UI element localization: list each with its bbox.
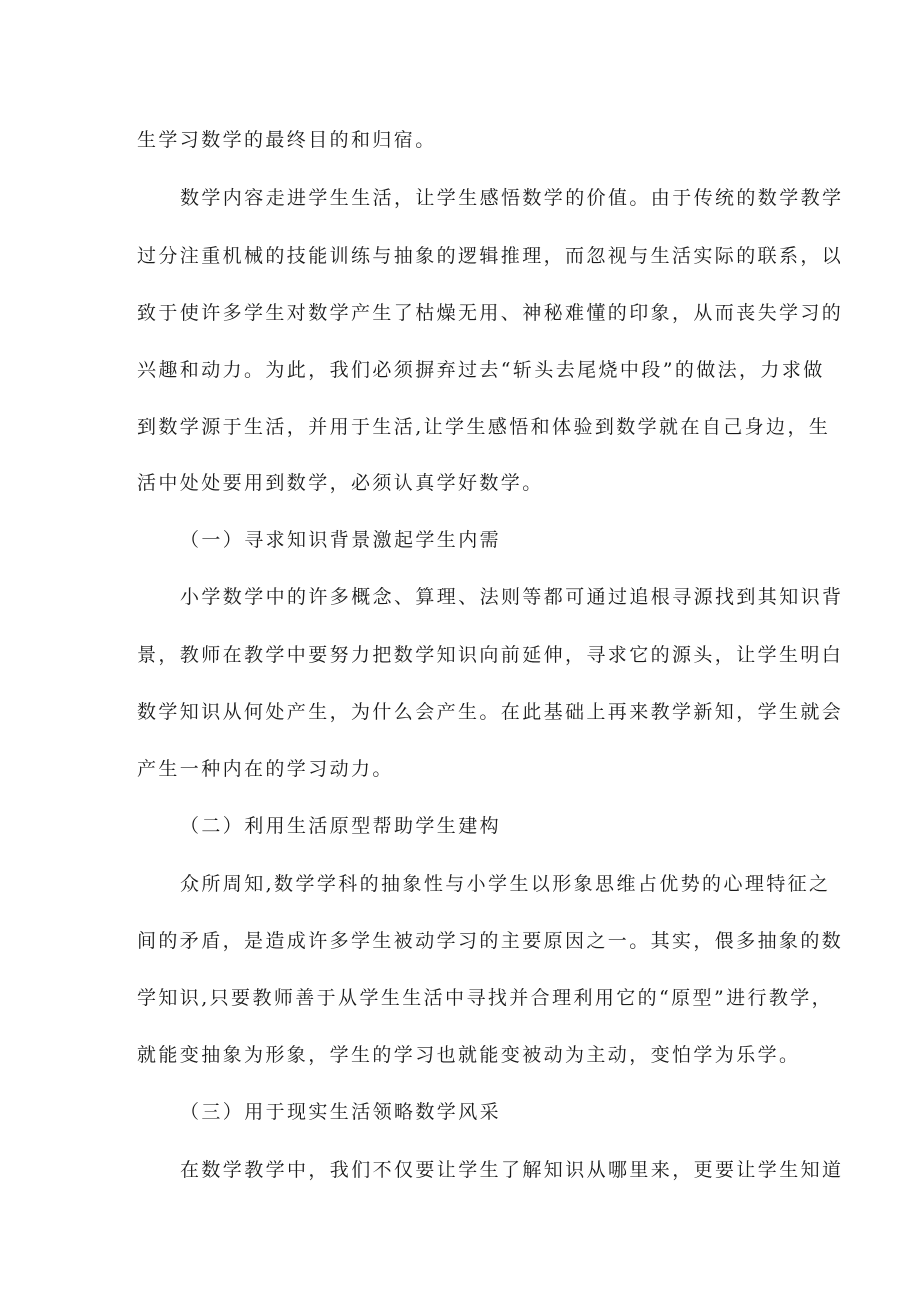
text-line: 间的矛盾，是造成许多学生被动学习的主要原因之一。其实，偎多抽象的数 xyxy=(137,930,844,952)
text-line: 致于使许多学生对数学产生了枯燥无用、神秘难懂的印象，从而丧失学习的 xyxy=(137,302,844,324)
text-line: 景，教师在教学中要努力把数学知识向前延伸，寻求它的源头，让学生明白 xyxy=(137,644,844,666)
text-line: 过分注重机械的技能训练与抽象的逻辑推理，而忽视与生活实际的联系，以 xyxy=(137,245,844,267)
text-line: 活中处处要用到数学，必须认真学好数学。 xyxy=(137,472,544,494)
paragraph-start: 众所周知,数学学科的抽象性与小学生以形象思维占优势的心理特征之 xyxy=(180,873,831,895)
text-line: 学知识,只要教师善于从学生生活中寻找并合理利用它的“原型”进行教学， xyxy=(137,987,834,1009)
section-heading-3: （三）用于现实生活领略数学风采 xyxy=(180,1101,502,1123)
text-line: 生学习数学的最终目的和归宿。 xyxy=(137,129,437,151)
paragraph-start: 小学数学中的许多概念、算理、法则等都可通过追根寻源找到其知识背 xyxy=(180,586,844,608)
text-line: 就能变抽象为形象，学生的学习也就能变被动为主动，变怕学为乐学。 xyxy=(137,1044,801,1066)
text-line: 数学知识从何处产生，为什么会产生。在此基础上再来教学新知，学生就会 xyxy=(137,701,844,723)
section-heading-2: （二）利用生活原型帮助学生建构 xyxy=(180,815,502,837)
text-line: 兴趣和动力。为此，我们必须摒弃过去“斩头去尾烧中段”的做法，力求做 xyxy=(137,359,825,381)
text-line: 到数学源于生活，并用于生活,让学生感悟和体验到数学就在自己身边，生 xyxy=(137,416,831,438)
paragraph-start: 在数学教学中，我们不仅要让学生了解知识从哪里来，更要让学生知道 xyxy=(180,1159,844,1181)
paragraph-start: 数学内容走进学生生活，让学生感悟数学的价值。由于传统的数学教学 xyxy=(180,187,844,209)
section-heading-1: （一）寻求知识背景激起学生内需 xyxy=(180,529,502,551)
text-line: 产生一种内在的学习动力。 xyxy=(137,758,394,780)
